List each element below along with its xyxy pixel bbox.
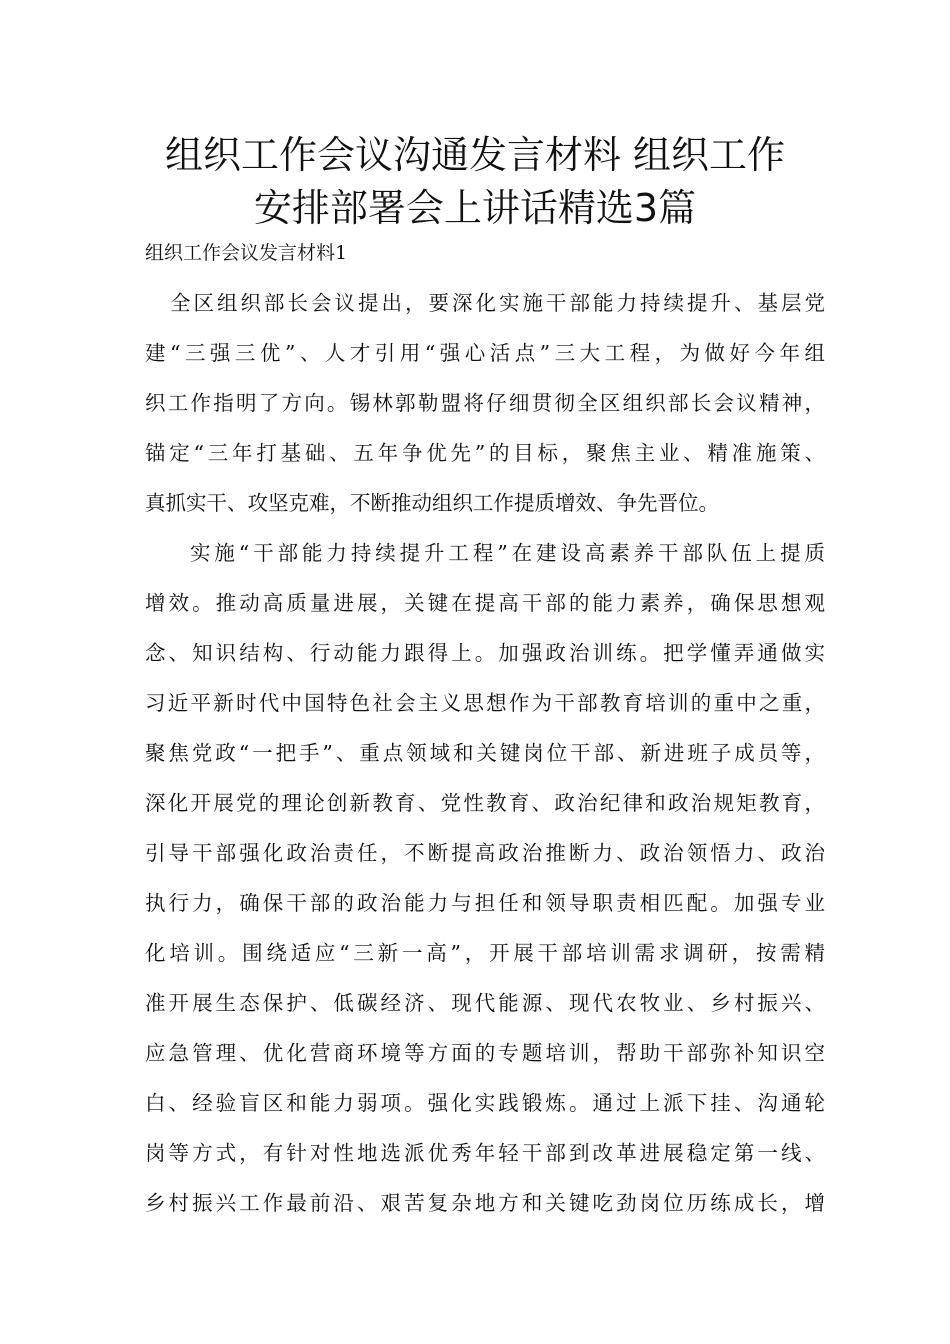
paragraph-2-line-14: 乡村振兴工作最前沿、艰苦复杂地方和关键吃劲岗位历练成长，增	[145, 1191, 825, 1215]
paragraph-2-line-12: 白、经验盲区和能力弱项。强化实践锻炼。通过上派下挂、沟通轮	[145, 1091, 825, 1115]
paragraph-2-line-11: 应急管理、优化营商环境等方面的专题培训，帮助干部弥补知识空	[145, 1041, 825, 1065]
paragraph-2-line-5: 聚焦党政“一把手”、重点领域和关键岗位干部、新进班子成员等，	[145, 741, 825, 765]
paragraph-1-line-3: 织工作指明了方向。锡林郭勒盟将仔细贯彻全区组织部长会议精神，	[145, 391, 825, 415]
paragraph-2-line-3: 念、知识结构、行动能力跟得上。加强政治训练。把学懂弄通做实	[145, 641, 825, 665]
document-title-line-1: 组织工作会议沟通发言材料 组织工作	[164, 133, 786, 177]
paragraph-1-line-4: 锚定“三年打基础、五年争优先”的目标，聚焦主业、精准施策、	[145, 441, 825, 465]
paragraph-1-line-5: 真抓实干、攻坚克难，不断推动组织工作提质增效、争先晋位。	[145, 491, 719, 515]
paragraph-2-line-9: 化培训。围绕适应“三新一高”，开展干部培训需求调研，按需精	[145, 941, 825, 965]
section-heading: 组织工作会议发言材料1	[145, 242, 348, 264]
paragraph-2-line-7: 引导干部强化政治责任，不断提高政治推断力、政治领悟力、政治	[145, 841, 825, 865]
paragraph-1-line-1: 全区组织部长会议提出，要深化实施干部能力持续提升、基层党	[170, 291, 825, 315]
paragraph-2-line-1: 实施“干部能力持续提升工程”在建设高素养干部队伍上提质	[190, 541, 825, 565]
paragraph-2-line-13: 岗等方式，有针对性地选派优秀年轻干部到改革进展稳定第一线、	[145, 1141, 825, 1165]
document-title-line-2: 安排部署会上讲话精选3篇	[253, 186, 697, 230]
paragraph-2-line-10: 准开展生态保护、低碳经济、现代能源、现代农牧业、乡村振兴、	[145, 991, 825, 1015]
paragraph-2-line-6: 深化开展党的理论创新教育、党性教育、政治纪律和政治规矩教育，	[145, 791, 825, 815]
paragraph-2-line-2: 增效。推动高质量进展，关键在提高干部的能力素养，确保思想观	[145, 591, 825, 615]
paragraph-2-line-8: 执行力，确保干部的政治能力与担任和领导职责相匹配。加强专业	[145, 891, 825, 915]
paragraph-1-line-2: 建“三强三优”、人才引用“强心活点”三大工程，为做好今年组	[145, 341, 825, 365]
paragraph-2-line-4: 习近平新时代中国特色社会主义思想作为干部教育培训的重中之重，	[145, 691, 825, 715]
